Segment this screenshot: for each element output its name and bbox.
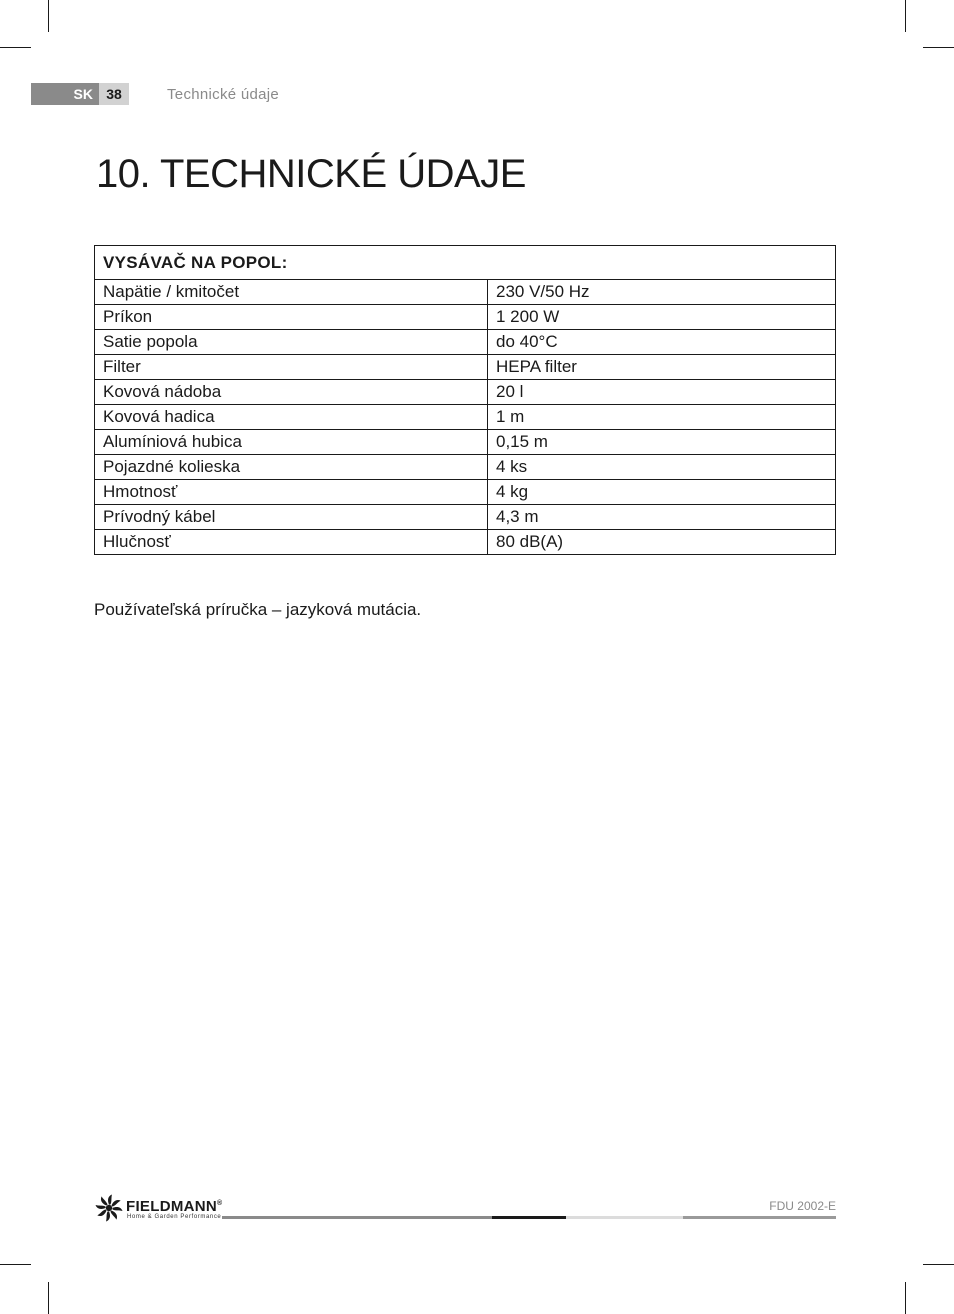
model-number: FDU 2002-E bbox=[769, 1199, 836, 1213]
crop-mark bbox=[905, 1282, 906, 1314]
brand-name: FIELDMANN bbox=[126, 1198, 218, 1215]
crop-mark bbox=[923, 47, 954, 48]
table-row bbox=[95, 355, 836, 380]
language-note: Používateľská príručka – jazyková mutácia. bbox=[94, 600, 422, 619]
page-title: 10. TECHNICKÉ ÚDAJE bbox=[96, 152, 526, 196]
table-row bbox=[95, 330, 836, 355]
spec-label: Satie popola bbox=[95, 330, 488, 355]
fan-logo-icon bbox=[94, 1193, 124, 1223]
spec-label: Alumíniová hubica bbox=[95, 430, 488, 455]
footer-divider bbox=[222, 1216, 492, 1219]
spec-label: Pojazdné kolieska bbox=[95, 455, 488, 480]
spec-value: 4,3 m bbox=[488, 505, 836, 530]
crop-mark bbox=[48, 1282, 49, 1314]
spec-value: 4 ks bbox=[488, 455, 836, 480]
crop-mark bbox=[0, 1264, 31, 1265]
spec-value: 80 dB(A) bbox=[488, 530, 836, 555]
crop-mark bbox=[0, 47, 31, 48]
page-header bbox=[31, 83, 129, 105]
language-tab: SK bbox=[31, 83, 99, 105]
crop-mark bbox=[905, 0, 906, 32]
spec-value: do 40°C bbox=[488, 330, 836, 355]
spec-label: Napätie / kmitočet bbox=[95, 280, 488, 305]
table-row bbox=[95, 455, 836, 480]
spec-table bbox=[94, 245, 836, 555]
section-label: Technické údaje bbox=[167, 86, 280, 103]
page-number: 38 bbox=[99, 83, 129, 105]
spec-value: 4 kg bbox=[488, 480, 836, 505]
footer-divider bbox=[683, 1216, 836, 1219]
brand-tagline: Home & Garden Performance bbox=[127, 1214, 222, 1220]
table-row bbox=[95, 305, 836, 330]
table-row bbox=[95, 530, 836, 555]
footer-divider bbox=[566, 1216, 683, 1219]
spec-value: 0,15 m bbox=[488, 430, 836, 455]
spec-table-heading: VYSÁVAČ NA POPOL: bbox=[95, 246, 836, 280]
table-row bbox=[95, 430, 836, 455]
spec-value: HEPA filter bbox=[488, 355, 836, 380]
table-row bbox=[95, 480, 836, 505]
crop-mark bbox=[923, 1264, 954, 1265]
spec-label: Prívodný kábel bbox=[95, 505, 488, 530]
spec-label: Filter bbox=[95, 355, 488, 380]
spec-label: Hlučnosť bbox=[95, 530, 488, 555]
footer-divider bbox=[492, 1216, 566, 1219]
spec-value: 230 V/50 Hz bbox=[488, 280, 836, 305]
spec-value: 20 l bbox=[488, 380, 836, 405]
spec-value: 1 200 W bbox=[488, 305, 836, 330]
spec-value: 1 m bbox=[488, 405, 836, 430]
spec-label: Kovová hadica bbox=[95, 405, 488, 430]
spec-label: Príkon bbox=[95, 305, 488, 330]
table-row bbox=[95, 505, 836, 530]
brand-logo bbox=[94, 1193, 222, 1223]
table-row bbox=[95, 405, 836, 430]
spec-label: Hmotnosť bbox=[95, 480, 488, 505]
table-row bbox=[95, 280, 836, 305]
table-row bbox=[95, 380, 836, 405]
spec-label: Kovová nádoba bbox=[95, 380, 488, 405]
crop-mark bbox=[48, 0, 49, 32]
registered-mark: ® bbox=[217, 1200, 223, 1207]
